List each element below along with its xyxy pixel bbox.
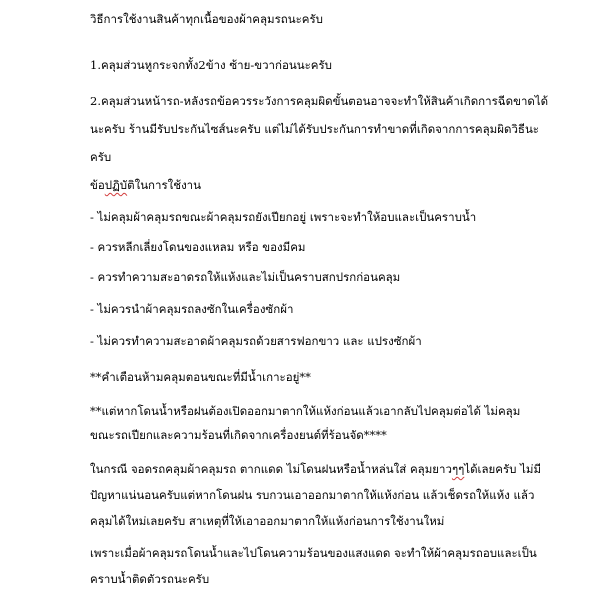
warning-2-line-1: **แต่หากโดนน้ำหรือฝนต้องเปิดออกมาตากให้แห้งก่อนแล้วเอากลับไปคลุมต่อได้ ไม่คลุม bbox=[90, 404, 521, 418]
case-line-2: ปัญหาแน่นอนครับแต่หากโดนฝน รบกวนเอาออกมาตากให้แห้งก่อน แล้วเช็ดรถให้แห้ง แล้ว bbox=[90, 488, 535, 502]
instruction-step-2-line-2: นะครับ ร้านมีรับประกันไซส์นะครับ แต่ไม่ได้รับประกันการทำขาดที่เกิดจากการคลุมผิดวิธีนะ bbox=[90, 122, 539, 136]
document-title: วิธีการใช้งานสินค้าทุกเนื้อของผ้าคลุมรถนะครับ bbox=[90, 12, 323, 26]
instruction-step-2-line-3: ครับ bbox=[90, 150, 112, 164]
instruction-step-2-line-1: 2.คลุมส่วนหน้ารถ-หลังรถข้อควรระวังการคลุมผิดขั้นตอนอาจจะทำให้สินค้าเกิดการฉีดขาดได้ bbox=[90, 94, 549, 108]
case-line-1-post: ได้เลยครับ ไม่มี bbox=[464, 462, 542, 476]
rule-item-1: - ไม่คลุมผ้าคลุมรถขณะผ้าคลุมรถยังเปียกอยู่ เพราะจะทำให้อบและเป็นคราบน้ำ bbox=[90, 210, 477, 224]
case-line-3: คลุมได้ใหม่เลยครับ สาเหตุที่ให้เอาออกมาตากให้แห้งก่อนการใช้งานใหม่ bbox=[90, 514, 445, 528]
rule-item-2: - ควรหลีกเลี่ยงโดนของแหลม หรือ ของมีคม bbox=[90, 240, 306, 254]
instruction-step-1: 1.คลุมส่วนหูกระจกทั้ง2ข้าง ซ้าย-ขวาก่อนนะครับ bbox=[90, 58, 332, 72]
rule-item-3: - ควรทำความสะอาดรถให้แห้งและไม่เป็นคราบสกปรกก่อนคลุม bbox=[90, 270, 401, 284]
rules-heading-post: ติในการใช้งาน bbox=[127, 178, 202, 192]
case-line-1 bbox=[90, 462, 541, 476]
case-line-1-spellcheck-word: ๆๆ bbox=[451, 462, 465, 476]
rules-heading bbox=[90, 178, 201, 192]
rule-item-4: - ไม่ควรนำผ้าคลุมรถลงซักในเครื่องซักผ้า bbox=[90, 302, 294, 316]
warning-2-line-2: ขณะรถเปียกและความร้อนที่เกิดจากเครื่องยนต์ที่ร้อนจัด**** bbox=[90, 428, 387, 442]
reason-line-1: เพราะเมื่อผ้าคลุมรถโดนน้ำและไปโดนความร้อนของแสงแดด จะทำให้ผ้าคลุมรถอบและเป็น bbox=[90, 546, 537, 560]
rules-heading-pre: ข้อ bbox=[90, 178, 105, 192]
rules-heading-spellcheck-word: ปฏิบั bbox=[104, 178, 128, 192]
warning-1: **คำเตือนห้ามคลุมตอนขณะที่มีน้ำเกาะอยู่** bbox=[90, 370, 311, 384]
rule-item-5: - ไม่ควรทำความสะอาดผ้าคลุมรถด้วยสารฟอกขาว และ แปรงซักผ้า bbox=[90, 334, 422, 348]
case-line-1-pre: ในกรณี จอดรถคลุมผ้าคลุมรถ ตากแดด ไม่โดนฝนหรือน้ำหล่นใส่ คลุมยาว bbox=[90, 462, 452, 476]
reason-line-2: คราบน้ำติดตัวรถนะครับ bbox=[90, 572, 210, 586]
